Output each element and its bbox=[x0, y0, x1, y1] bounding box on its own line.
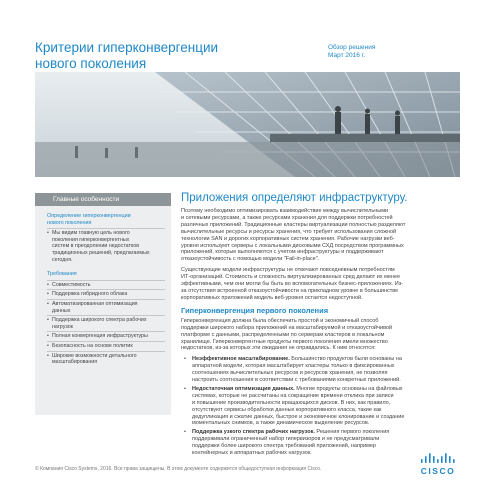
sidebar-item-line: нагрузок bbox=[52, 323, 73, 330]
text-line: эффективными, чем они могли бы быть во вспомогательных бизнес-приложениях. Из- bbox=[181, 281, 404, 288]
text-line: и повышение производительности вращающихся дисков. В них, как правило, bbox=[192, 399, 391, 406]
sidebar-item-line: сегодня. bbox=[52, 256, 73, 263]
section-heading: Приложения определяют инфраструктуру. bbox=[181, 192, 408, 204]
text-line: технологии SAN и дорогих корпоративных систем хранения. Рабочие нагрузки веб- bbox=[181, 235, 395, 242]
sidebar-section-title bbox=[35, 264, 171, 280]
text-line: недостатков, из-за которых эти ожидания не оправдались. К ним относятся: bbox=[181, 345, 376, 352]
text-line: ИТ-организаций. Стоимость и сложность виртуализированных сред делают их менее bbox=[181, 274, 401, 281]
sidebar-item-line: традиционных решений, предлагаемых bbox=[52, 249, 150, 256]
sidebar-item-line: поколения гиперконвергентных bbox=[52, 236, 130, 243]
sidebar-list-item bbox=[47, 299, 165, 315]
sidebar-list-item bbox=[47, 228, 165, 264]
text-line: Решения первого поколения bbox=[314, 429, 390, 436]
sidebar-heading: Главные особенности bbox=[35, 193, 171, 206]
key-features-sidebar bbox=[35, 193, 171, 415]
text-line: дедупликация и сжатие данных, быстрое и экономичное клонирование и создание bbox=[192, 413, 405, 420]
cisco-logo bbox=[418, 452, 463, 478]
sidebar-item-line: • Мы видим главную цель нового bbox=[52, 230, 130, 237]
text-line: Многие продукты основаны на файловых bbox=[294, 385, 403, 392]
logo-wordmark: CISCO bbox=[420, 466, 456, 476]
sidebar-list-item bbox=[47, 280, 165, 290]
sidebar-item-line: • Полная конвергенция инфраструктуры bbox=[52, 333, 148, 340]
sidebar-section-title bbox=[35, 206, 171, 228]
hero-image bbox=[35, 72, 460, 177]
text-line: системах, которые не рассчитаны на сокращение времени отклика при записи bbox=[192, 392, 394, 399]
bullet-item bbox=[181, 386, 463, 427]
paragraph bbox=[181, 208, 463, 263]
doc-date: Март 2016 г. bbox=[328, 52, 366, 59]
text-line: за отсутствия встроенной отказоустойчивости на прикладном уровне в большинстве bbox=[181, 287, 399, 294]
text-line: Существующие модели инфраструктуры не отвечают повседневным потребностям bbox=[181, 267, 395, 274]
text-line: настроить соотношения в соответствии с требованиями конкретных приложений. bbox=[192, 377, 401, 384]
copyright-footer: © Компания Cisco Systems, 2016. Все права защищены. В этом документе содержится общедоступная информация Cisco. bbox=[35, 466, 322, 472]
title-line: нового поколения bbox=[35, 56, 147, 71]
text-line: моментальных снимков, а также динамическое выделение ресурсов. bbox=[192, 420, 370, 427]
sidebar-section-title-line: нового поколения bbox=[47, 219, 92, 226]
title-line: Критерии гиперконвергенции bbox=[35, 40, 219, 55]
subsection-heading: Гиперконвергенция первого поколения bbox=[181, 305, 329, 315]
text-line: отсутствуют сервисы обработки данных корпоративного класса, такие как bbox=[192, 406, 382, 413]
sidebar-item-line: масштабирования bbox=[52, 359, 98, 366]
sidebar-list-item bbox=[47, 331, 165, 341]
text-line: корпоративных приложений модель веб-уровня остается недоступной. bbox=[181, 294, 363, 301]
bullet-lead: Неэффективное масштабирование. bbox=[192, 356, 290, 363]
document-meta bbox=[328, 44, 375, 60]
text-line: платформе с данными, распределенными по серверам кластеров в локальном bbox=[181, 331, 385, 338]
sidebar-list-item bbox=[47, 315, 165, 331]
hero-image-photo bbox=[35, 72, 460, 177]
paragraph bbox=[181, 318, 463, 353]
text-line: соотношениях вычислительных ресурсов и ресурсов хранения, не позволяя bbox=[192, 370, 388, 377]
sidebar-item-line: • Совместимость bbox=[52, 281, 91, 288]
text-line: контейнерных и аппаратных рабочих нагрузок. bbox=[192, 450, 312, 457]
sidebar-section-title-line: Определение гиперконвергенции bbox=[47, 213, 131, 219]
doc-type-label: Обзор решения bbox=[328, 44, 376, 51]
text-line: и сетевыми ресурсами, а также ресурсами хранения для поддержки потребностей bbox=[181, 214, 393, 221]
document-title bbox=[35, 40, 285, 72]
bullet-lead: Поддержка узкого спектра рабочих нагрузок. bbox=[192, 429, 315, 436]
text-line: отказоустойчивость с помощью модели "Fail-in-place". bbox=[181, 256, 320, 263]
text-line: приложений, которые выполняются с учетом инфраструктуры и поддерживают bbox=[181, 249, 384, 256]
sidebar-item-line: • Безопасность на основе политик bbox=[52, 342, 133, 349]
text-line: уровня используют серверы с локальными дисковыми СХД посредством программных bbox=[181, 242, 404, 249]
sidebar-item-line: данных bbox=[52, 307, 71, 314]
text-line: поддержки широкого набора приложений на масштабируемой и отказоустойчивой bbox=[181, 324, 393, 331]
text-line: Большинство продуктов были основаны на bbox=[289, 356, 402, 363]
text-line: вычислительные ресурсы и ресурсы хранения, что требует использования сложной bbox=[181, 228, 397, 235]
bullet-first-line bbox=[192, 386, 463, 393]
text-line: аппаратной модели, которая масштабирует кластеры только в фиксированных bbox=[192, 363, 395, 370]
text-line: Поэтому необходимо оптимизировать взаимодействие между вычислительными bbox=[181, 208, 389, 214]
sidebar-item-line: • Автоматизированная оптимизация bbox=[52, 300, 138, 307]
sidebar-item-line: • Широкие возможности детального bbox=[52, 352, 137, 359]
sidebar-list-item bbox=[47, 289, 165, 299]
bullet-item bbox=[181, 356, 463, 384]
text-line: поддерживали ограниченный набор гипервизоров и не предусматривали bbox=[192, 436, 380, 443]
sidebar-list-item bbox=[47, 351, 165, 367]
main-content bbox=[181, 191, 463, 459]
sidebar-list-item bbox=[47, 341, 165, 351]
text-line: поддержки более широкого спектра требований приложений, например bbox=[192, 443, 376, 450]
sidebar-item-line: систем в преодолении недостатков bbox=[52, 243, 140, 250]
text-line: Гиперконвергенция должна была обеспечить простой и экономичный способ bbox=[181, 317, 379, 324]
sidebar-item-line: • Поддержка широкого спектра рабочих bbox=[52, 317, 147, 324]
sidebar-section-title-line: Требования bbox=[47, 271, 77, 278]
text-line: различных приложений. Традиционные кластеры виртуализации полностью разделяют bbox=[181, 221, 406, 228]
bullet-lead: Недостаточная оптимизация данных. bbox=[192, 385, 295, 392]
sidebar-item-line: • Поддержка гибридного облака bbox=[52, 291, 128, 298]
paragraph bbox=[181, 267, 463, 302]
text-line: хранилище. Гиперконвергентные продукты первого поколения имели множество bbox=[181, 338, 388, 345]
